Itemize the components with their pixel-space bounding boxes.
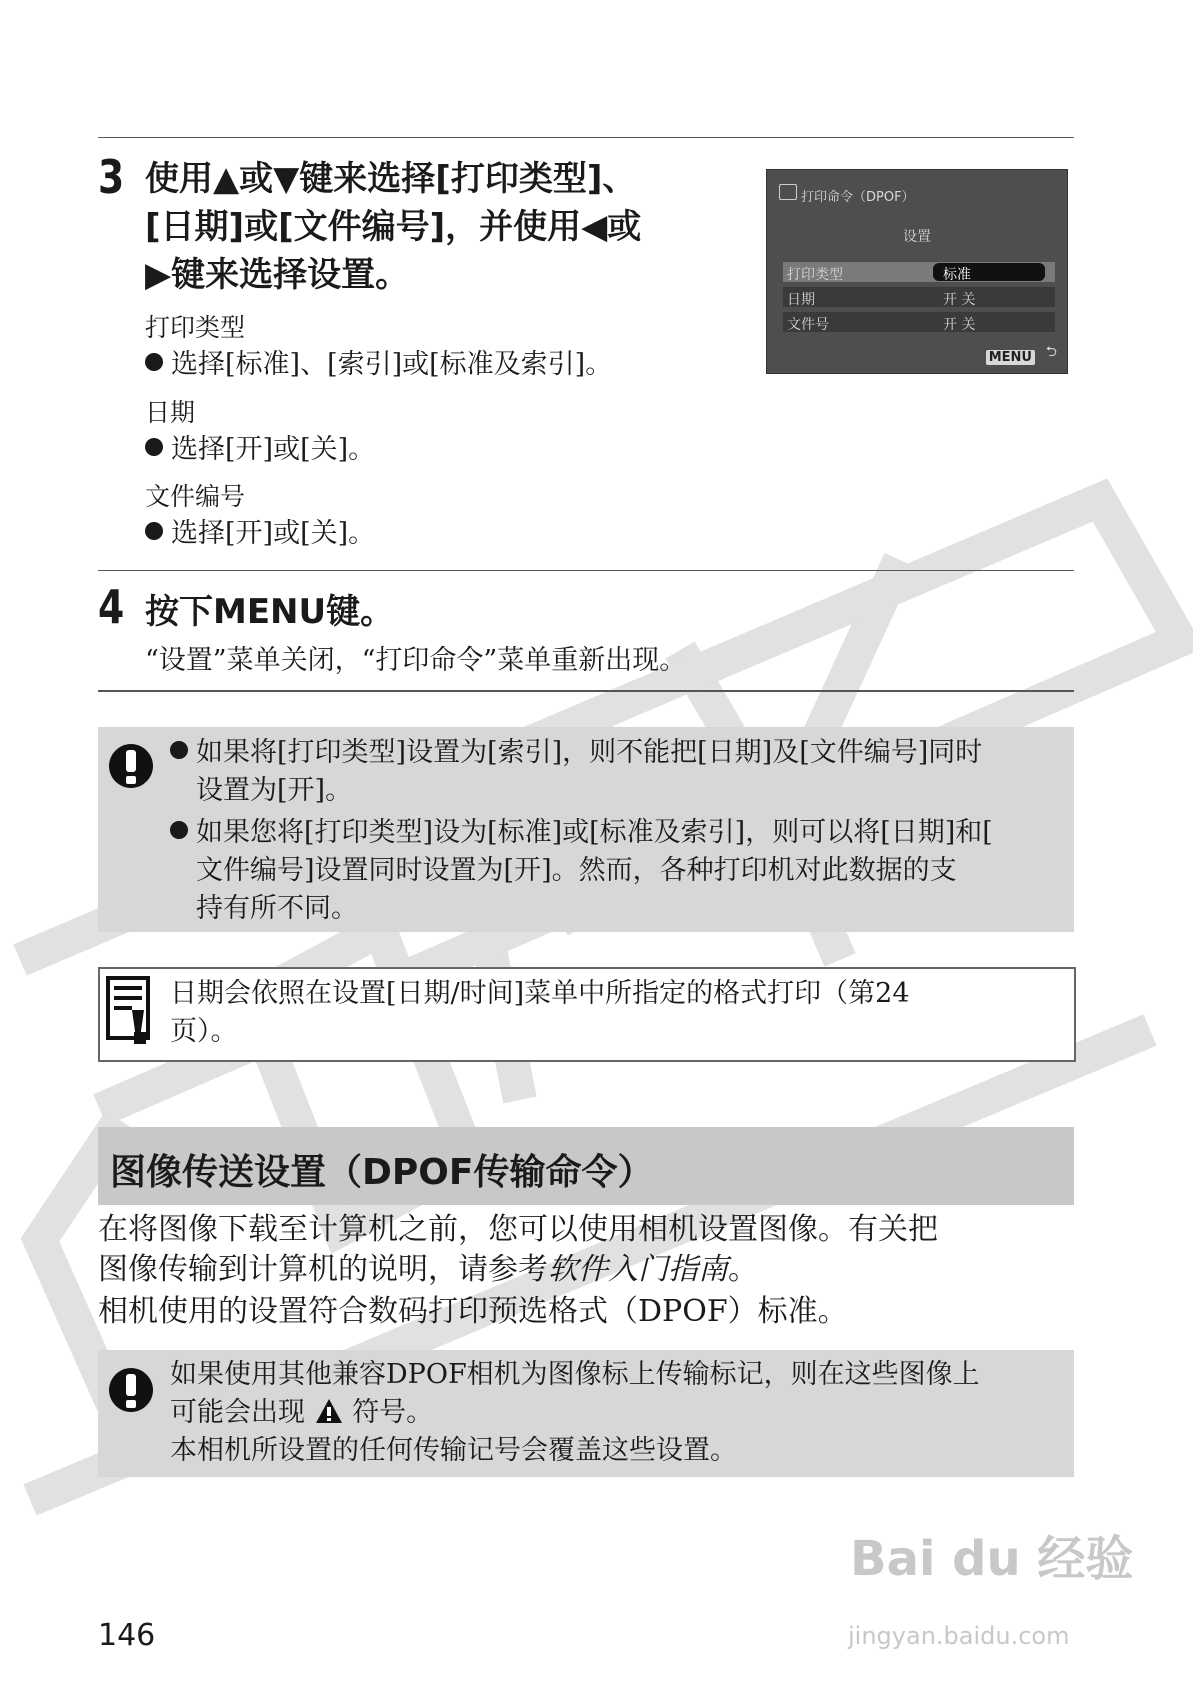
lcd-title: 打印命令（DPOF） [801,190,915,205]
lcd-row-label: 日期 [787,292,815,308]
step-3-title-line3: ▶键来选择设置。 [145,255,410,295]
file-number-bullet [145,511,375,550]
lcd-row-value: 标准 [943,267,971,283]
caution-2-line2-suffix: 符号。 [352,1397,434,1428]
step-4-title: 按下MENU键。 [145,592,395,632]
bullet-dot-icon [145,438,163,456]
return-arrow-icon: ⮌ [1045,344,1057,360]
bullet-dot-icon [170,741,188,759]
top-rule [98,137,1074,138]
caution-1-line3: 如果您将[打印类型]设为[标准]或[标准及索引]，则可以将[日期]和[ [196,817,993,848]
lcd-row-value: 开 关 [943,317,976,333]
caution-1-line2: 设置为[开]。 [196,775,353,806]
step-3-number: 3 [98,150,125,204]
step-3-title [145,155,641,299]
print-type-label: 打印类型 [145,313,246,342]
section-body-line1: 在将图像下载至计算机之前，您可以使用相机设置图像。有关把 [98,1212,938,1247]
caution-1-line1: 如果将[打印类型]设置为[索引]，则不能把[日期]及[文件编号]同时 [196,737,983,768]
lcd-menu-button: MENU [986,350,1035,365]
bullet-dot-icon [170,821,188,839]
file-number-label: 文件编号 [145,482,246,511]
note-line2: 页）。 [170,1016,238,1047]
camera-lcd-screen [766,169,1068,374]
lcd-row-date [783,287,1055,307]
print-type-bullet [145,342,612,381]
lcd-subtitle: 设置 [903,229,931,245]
lcd-row-value: 开 关 [943,292,976,308]
lcd-row-print-type [783,262,1055,282]
printer-icon [779,184,797,200]
warning-triangle-icon [314,1397,344,1425]
file-number-bullet-text: 选择[开]或[关]。 [171,518,376,549]
lcd-row-label: 打印类型 [787,267,843,283]
step-4-description: “设置”菜单关闭，“打印命令”菜单重新出现。 [145,645,687,676]
caution-1-item-1 [170,734,982,772]
section-body-line3: 相机使用的设置符合数码打印预选格式（DPOF）标准。 [98,1294,848,1329]
step-4-number: 4 [98,580,125,634]
baidu-logo: Bai du 经验 [850,1531,1134,1587]
caution-2-line2 [170,1394,433,1432]
step-3-title-line1: 使用▲或▼键来选择[打印类型]、 [145,159,637,199]
caution-icon [107,1366,155,1414]
step-3-title-line2: [日期]或[文件编号]，并使用◀或 [145,207,642,247]
bullet-dot-icon [145,522,163,540]
baidu-url: jingyan.baidu.com [848,1622,1070,1650]
caution-2-line3: 本相机所设置的任何传输记号会覆盖这些设置。 [170,1435,737,1466]
caution-2-line1: 如果使用其他兼容DPOF相机为图像标上传输标记，则在这些图像上 [170,1359,980,1390]
section-title: 图像传送设置（DPOF传输命令） [110,1152,654,1193]
bullet-dot-icon [145,353,163,371]
note-line1: 日期会依照在设置[日期/时间]菜单中所指定的格式打印（第24 [170,978,910,1009]
date-bullet [145,427,375,466]
date-label: 日期 [145,398,196,427]
caution-1-item-2 [170,814,993,852]
caution-2-line2-prefix: 可能会出现 [170,1397,305,1428]
caution-icon [107,742,155,790]
section-body-line2-suffix: 。 [728,1252,758,1287]
memo-icon [106,976,154,1046]
software-guide-reference: 软件入门指南 [548,1252,728,1287]
section-body-line2-prefix: 图像传输到计算机的说明，请参考 [98,1252,548,1287]
lcd-row-label: 文件号 [787,317,829,333]
step-4-rule [98,570,1074,571]
lcd-row-file-number [783,312,1055,332]
step-4-bottom-rule [98,690,1074,692]
section-body-line2 [98,1250,758,1290]
date-bullet-text: 选择[开]或[关]。 [171,434,376,465]
page-number: 146 [98,1618,156,1653]
caution-1-line4: 文件编号]设置同时设置为[开]。然而，各种打印机对此数据的支 [196,855,957,886]
caution-1-line5: 持有所不同。 [196,893,358,924]
print-type-bullet-text: 选择[标准]、[索引]或[标准及索引]。 [171,349,613,380]
